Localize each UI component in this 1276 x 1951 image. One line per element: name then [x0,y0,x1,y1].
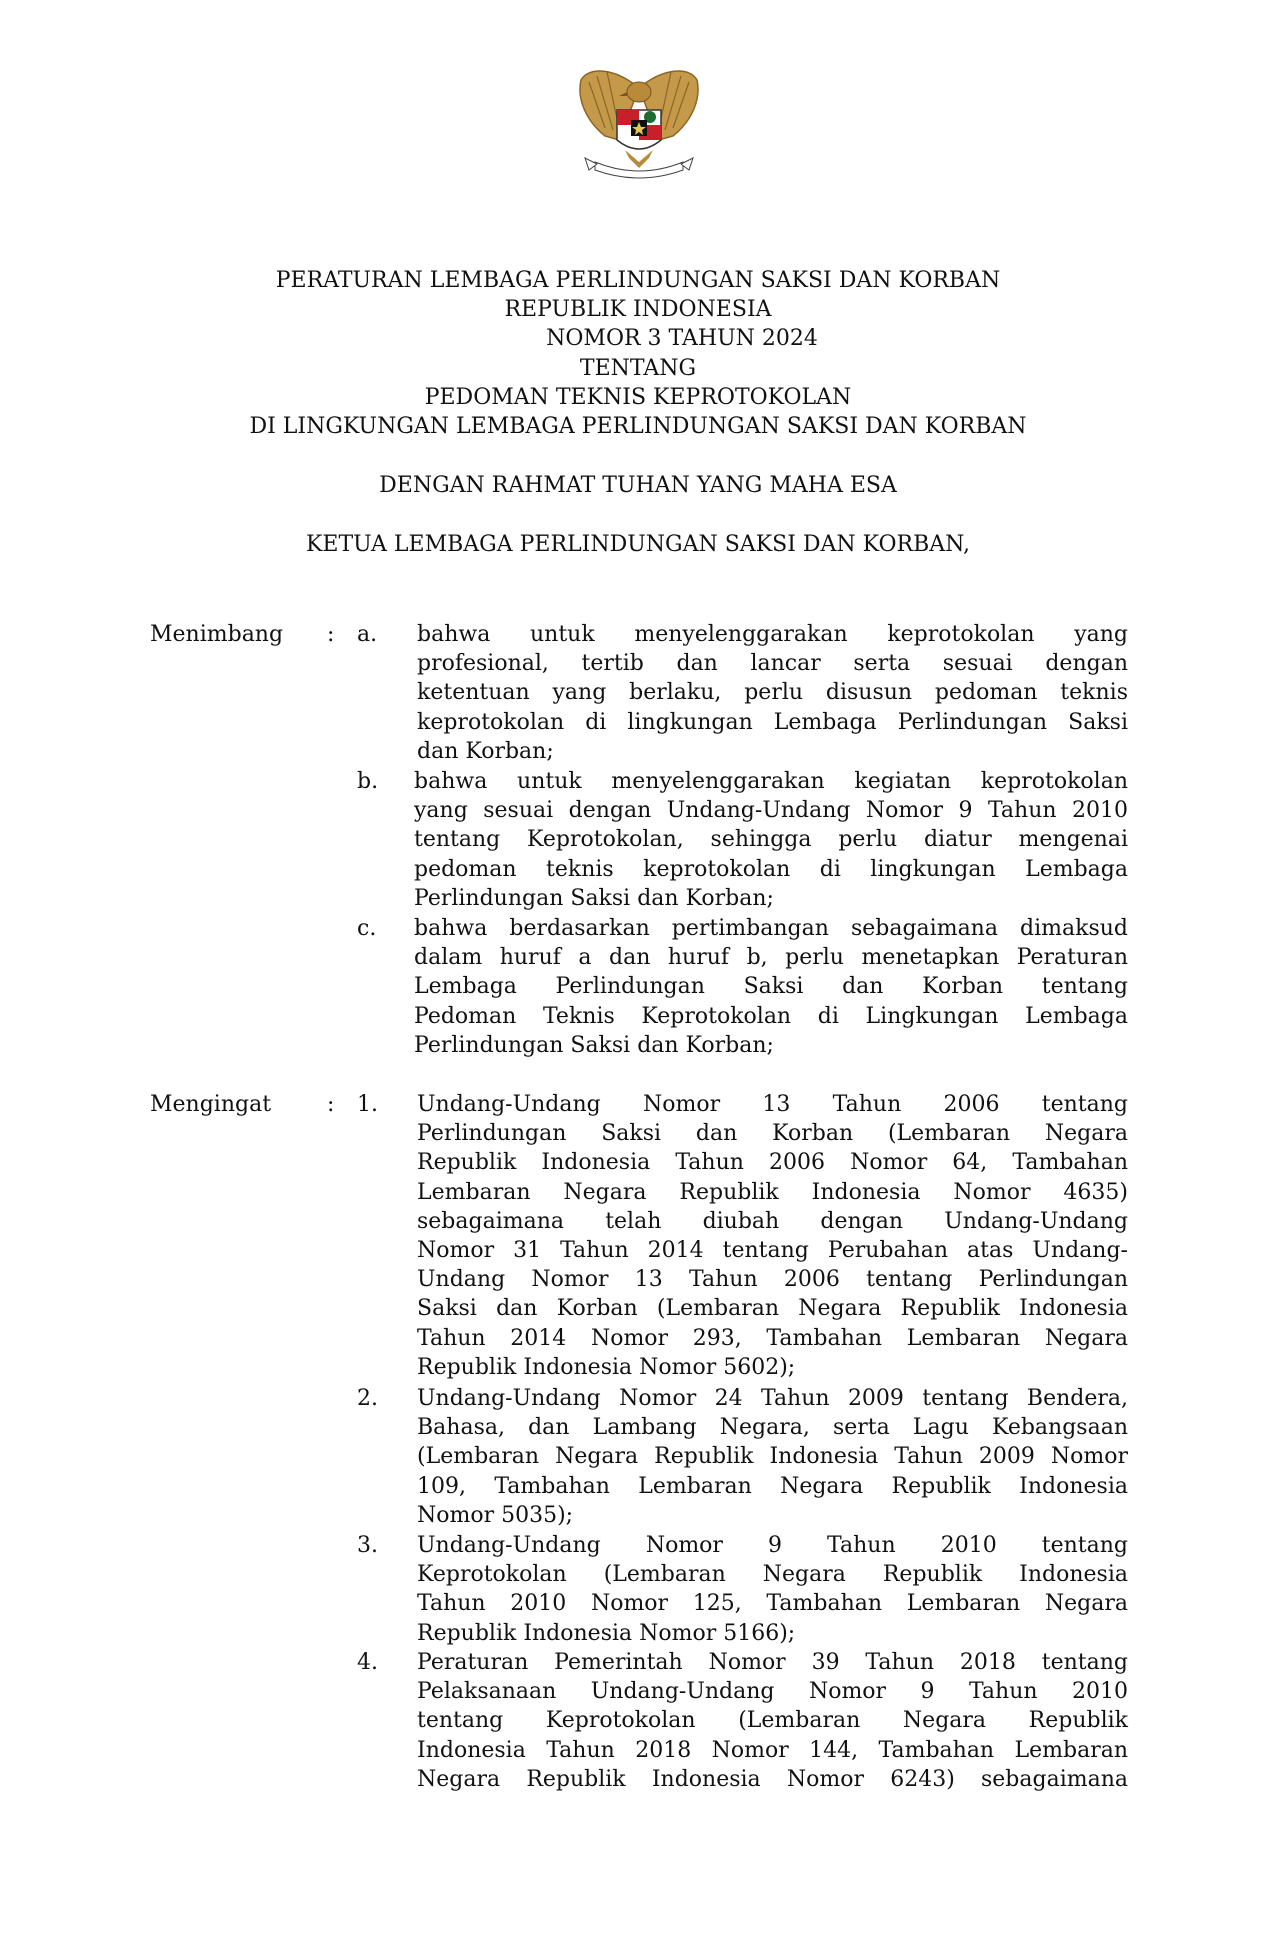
text-line: Republik Indonesia Tahun 2006 Nomor 64, Tambahan [417,1150,1128,1176]
item-text [417,1090,1128,1382]
text-line: Indonesia Tahun 2018 Nomor 144, Tambahan Lembaran [417,1737,1128,1763]
text-line: Undang-Undang Nomor 13 Tahun 2006 tentang [417,1092,1128,1117]
text-line: Lembaga Perlindungan Saksi dan Korban tentang [414,974,1128,1000]
text-line: Republik Indonesia Nomor 5166); [417,1620,796,1646]
text-line: dan Korban; [417,738,554,764]
title-tentang: TENTANG [579,356,697,381]
text-line: Lembaran Negara Republik Indonesia Nomor 4635) [417,1179,1128,1205]
text-line: Tahun 2014 Nomor 293, Tambahan Lembaran Negara [417,1325,1128,1351]
item-text [417,1531,1128,1648]
item-number: 1. [357,1092,378,1117]
text-line: Undang-Undang Nomor 24 Tahun 2009 tentang Bendera, [417,1386,1128,1411]
text-line: Pedoman Teknis Keprotokolan di Lingkungan Lembaga [414,1003,1128,1029]
text-line: Nomor 5035); [417,1502,574,1528]
item-text [417,1648,1128,1794]
blessing: DENGAN RAHMAT TUHAN YANG MAHA ESA [379,473,897,498]
text-line: Perlindungan Saksi dan Korban (Lembaran Negara [417,1121,1128,1147]
item-number: b. [357,769,379,794]
item-number: 4. [357,1650,378,1675]
menimbang-label: Menimbang [150,622,284,647]
item-number: c. [357,916,377,941]
mengingat-colon: : [327,1092,335,1117]
text-line: sebagaimana telah diubah dengan Undang-Undang [417,1208,1128,1234]
text-line: Nomor 31 Tahun 2014 tentang Perubahan atas Undang- [417,1237,1128,1263]
text-line: 109, Tambahan Lembaran Negara Republik Indonesia [417,1473,1128,1499]
text-line: Perlindungan Saksi dan Korban; [414,1032,774,1058]
text-line: dalam huruf a dan huruf b, perlu menetapkan Peraturan [414,945,1128,971]
title-line-2: REPUBLIK INDONESIA [504,297,772,322]
text-line: bahwa untuk menyelenggarakan keprotokolan yang [417,622,1128,647]
text-line: Undang Nomor 13 Tahun 2006 tentang Perlindungan [417,1267,1128,1293]
text-line: Bahasa, dan Lambang Negara, serta Lagu Kebangsaan [417,1415,1128,1441]
item-number: 3. [357,1533,378,1558]
text-line: profesional, tertib dan lancar serta sesuai dengan [417,651,1128,677]
text-line: tentang Keprotokolan, sehingga perlu diatur mengenai [414,827,1128,853]
text-line: keprotokolan di lingkungan Lembaga Perlindungan Saksi [417,709,1128,735]
text-line: bahwa berdasarkan pertimbangan sebagaimana dimaksud [414,916,1128,941]
text-line: Republik Indonesia Nomor 5602); [417,1354,796,1380]
item-text [414,914,1128,1060]
text-line: tentang Keprotokolan (Lembaran Negara Republik [417,1708,1128,1734]
item-number: a. [357,622,378,647]
menimbang-colon: : [327,622,335,647]
title-subject-2: DI LINGKUNGAN LEMBAGA PERLINDUNGAN SAKSI DAN KORBAN [249,414,1027,439]
text-line: Keprotokolan (Lembaran Negara Republik Indonesia [417,1562,1128,1588]
item-number: 2. [357,1386,378,1411]
text-line: (Lembaran Negara Republik Indonesia Tahun 2009 Nomor [417,1444,1128,1470]
garuda-emblem [575,58,703,184]
text-line: Pelaksanaan Undang-Undang Nomor 9 Tahun 2010 [417,1679,1128,1705]
text-line: bahwa untuk menyelenggarakan kegiatan keprotokolan [414,769,1128,794]
text-line: pedoman teknis keprotokolan di lingkungan Lembaga [414,856,1128,882]
text-line: Saksi dan Korban (Lembaran Negara Republik Indonesia [417,1296,1128,1322]
text-line: yang sesuai dengan Undang-Undang Nomor 9 Tahun 2010 [414,798,1128,824]
text-line: Undang-Undang Nomor 9 Tahun 2010 tentang [417,1533,1128,1558]
text-line: Perlindungan Saksi dan Korban; [414,885,774,911]
item-text [414,767,1128,913]
text-line: ketentuan yang berlaku, perlu disusun pedoman teknis [417,680,1128,706]
official-title: KETUA LEMBAGA PERLINDUNGAN SAKSI DAN KORBAN, [306,532,970,557]
text-line: Tahun 2010 Nomor 125, Tambahan Lembaran Negara [417,1591,1128,1617]
text-line: Peraturan Pemerintah Nomor 39 Tahun 2018 tentang [417,1650,1128,1675]
title-subject-1: PEDOMAN TEKNIS KEPROTOKOLAN [424,385,852,410]
item-text [417,620,1128,766]
mengingat-label: Mengingat [150,1092,272,1117]
item-text [417,1384,1128,1530]
title-number: NOMOR 3 TAHUN 2024 [546,326,818,351]
text-line: Negara Republik Indonesia Nomor 6243) sebagaimana [417,1766,1128,1792]
title-line-1: PERATURAN LEMBAGA PERLINDUNGAN SAKSI DAN KORBAN [275,268,1001,293]
